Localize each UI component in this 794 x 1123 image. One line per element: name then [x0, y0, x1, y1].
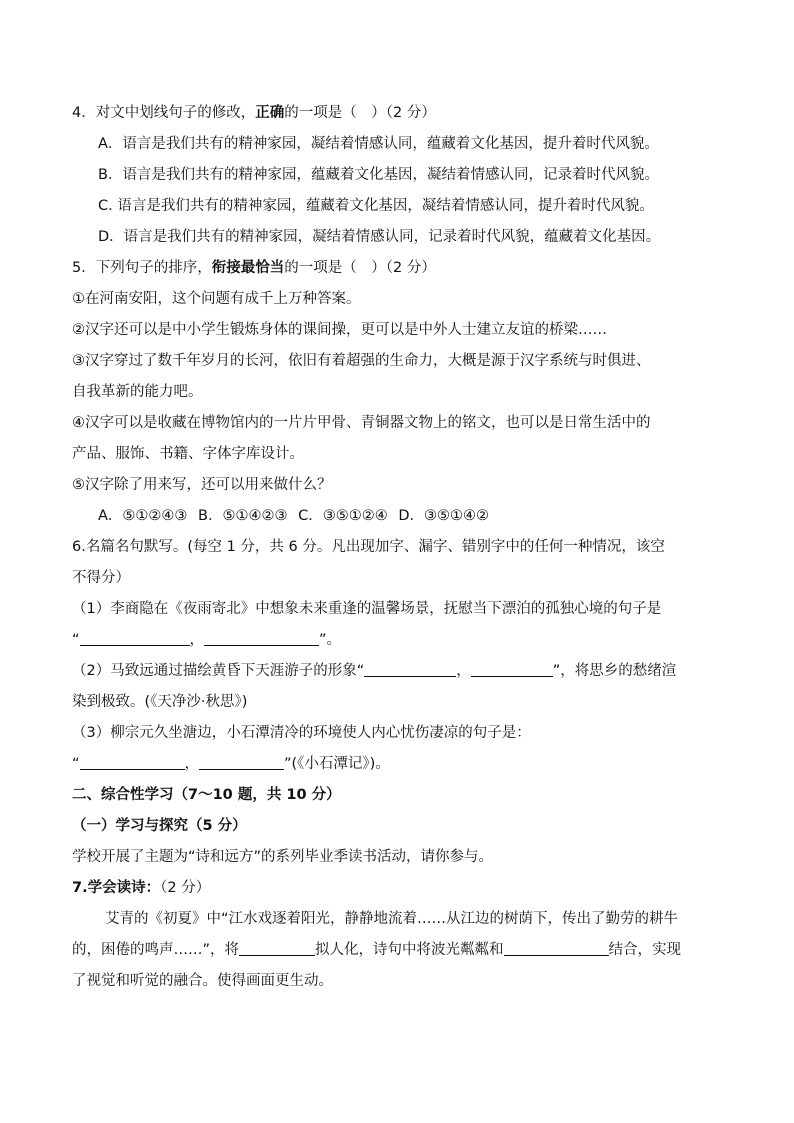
q6-part3-answer	[72, 749, 732, 780]
q6-part2-text-end: ”，将思乡的愁绪渲	[552, 663, 677, 679]
answer-blank-6[interactable]	[199, 753, 284, 770]
q6-part1-answer	[72, 625, 732, 656]
q7-score: （2 分）	[160, 880, 211, 896]
q4-stem-score: 的一项是（ ）（2 分）	[284, 105, 436, 121]
q6-part2-line2: 染到极致。(《天净沙·秋思》)	[72, 694, 248, 710]
q5-option-b: B．⑤①④②③	[198, 508, 288, 524]
q4-stem-text: 4．对文中划线句子的修改，	[72, 105, 256, 121]
comma: ，	[456, 663, 471, 679]
q4-stem-emphasis: 正确	[255, 105, 285, 121]
q7-line2-end: 结合，实现	[608, 942, 682, 958]
q4-stem	[72, 98, 732, 129]
q5-sentence-2: ②汉字还可以是中小学生锻炼身体的课间操，更可以是中外人士建立友谊的桥梁……	[72, 322, 607, 338]
exam-page	[72, 98, 732, 997]
q4-option-c: C. 语言是我们共有的精神家园，蕴藏着文化基因，凝结着情感认同，提升着时代风貌。	[98, 198, 654, 214]
open-quote: “	[72, 756, 80, 772]
q7-line2-text: 的，困倦的鸣声……”，将	[72, 942, 240, 958]
q4-option-d: D．语言是我们共有的精神家园，凝结着情感认同，记录着时代风貌，蕴藏着文化基因。	[98, 229, 661, 245]
answer-blank-5[interactable]	[80, 753, 185, 770]
section-2-title: 二、综合性学习（7～10 题，共 10 分）	[72, 787, 341, 803]
close-quote: ”。	[319, 632, 342, 648]
q7-line1: 艾青的《初夏》中“江水戏逐着阳光，静静地流着……从江边的树荫下，传出了勤劳的耕牛	[105, 911, 679, 927]
q5-option-d: D．③⑤①④②	[398, 508, 489, 524]
comma: ，	[189, 632, 205, 648]
q5-stem-text: 5．下列句子的排序，	[72, 260, 212, 276]
q5-sentence-4b: 产品、服饰、书籍、字体字库设计。	[72, 446, 304, 462]
q6-stem-line2: 不得分）	[72, 570, 130, 586]
close-quote: ”(《小石潭记》)。	[284, 756, 390, 772]
answer-blank-7[interactable]	[239, 939, 315, 956]
q5-option-a: A．⑤①②④③	[98, 508, 188, 524]
q4-option-b: B．语言是我们共有的精神家园，蕴藏着文化基因，凝结着情感认同，记录着时代风貌。	[98, 167, 659, 183]
q6-part2-line1	[72, 656, 732, 687]
q5-stem-emphasis: 衔接最恰当	[211, 260, 285, 276]
q5-options	[72, 501, 732, 532]
q7-title	[72, 873, 732, 904]
q7-title-text: 7.学会读诗：	[72, 880, 161, 896]
section-2-subtitle: （一）学习与探究（5 分）	[72, 818, 247, 834]
q6-stem-line1: 6.名篇名句默写。(每空 1 分，共 6 分。凡出现加字、漏字、错别字中的任何一种情况，该空	[72, 539, 665, 555]
answer-blank-2[interactable]	[204, 629, 319, 646]
answer-blank-3[interactable]	[364, 660, 456, 677]
comma: ，	[184, 756, 200, 772]
q4-option-a: A．语言是我们共有的精神家园，凝结着情感认同，蕴藏着文化基因，提升着时代风貌。	[98, 136, 659, 152]
q5-option-c: C．③⑤①②④	[298, 508, 388, 524]
q7-line2-mid: 拟人化，诗句中将波光粼粼和	[315, 942, 504, 958]
section-2-intro: 学校开展了主题为“诗和远方”的系列毕业季读书活动，请你参与。	[72, 849, 494, 865]
answer-blank-4[interactable]	[471, 660, 553, 677]
q5-sentence-3b: 自我革新的能力吧。	[72, 384, 203, 400]
answer-blank-8[interactable]	[504, 939, 609, 956]
q6-part3-line1: （3）柳宗元久坐溏边，小石潭清冷的环境使人内心忧伤凄凉的句子是：	[72, 725, 531, 741]
open-quote: “	[72, 632, 80, 648]
q5-stem	[72, 253, 732, 284]
q6-part2-text: （2）马致远通过描绘黄昏下天涯游子的形象“	[72, 663, 365, 679]
answer-blank-1[interactable]	[80, 629, 190, 646]
q5-sentence-1: ①在河南安阳，这个问题有成千上万种答案。	[72, 291, 361, 307]
q7-line2	[72, 935, 732, 966]
q6-part1-line1: （1）李商隐在《夜雨寄北》中想象未来重逢的温馨场景，抚慰当下漂泊的孤独心境的句子是	[72, 601, 662, 617]
q5-sentence-4a: ④汉字可以是收藏在博物馆内的一片片甲骨、青铜器文物上的铭文，也可以是日常生活中的	[72, 415, 651, 431]
q5-stem-score: 的一项是（ ）（2 分）	[284, 260, 436, 276]
q5-sentence-5: ⑤汉字除了用来写，还可以用来做什么？	[72, 477, 332, 493]
q7-line3: 了视觉和听觉的融合。使得画面更生动。	[72, 973, 333, 989]
q5-sentence-3a: ③汉字穿过了数千年岁月的长河，依旧有着超强的生命力，大概是源于汉字系统与时俱进、	[72, 353, 651, 369]
